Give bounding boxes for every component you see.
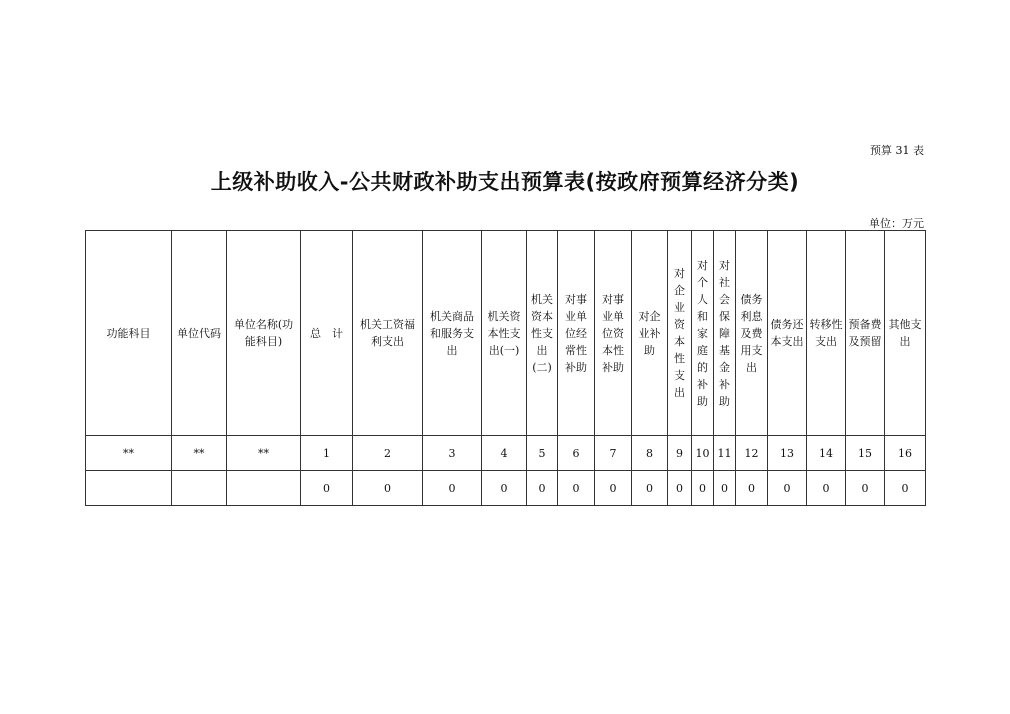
- header-cell: 对 社 会 保 障 基 金 补 助: [714, 231, 736, 436]
- header-cell: 债务还 本支出: [768, 231, 807, 436]
- budget-table: [85, 230, 926, 506]
- index-cell: 11: [714, 436, 736, 471]
- value-row: [86, 471, 926, 506]
- value-cell: 0: [714, 471, 736, 506]
- value-cell: 0: [482, 471, 527, 506]
- header-cell: 总 计: [301, 231, 353, 436]
- index-cell: 16: [885, 436, 926, 471]
- index-cell: 15: [846, 436, 885, 471]
- header-cell: 对 个 人 和 家 庭 的 补 助: [692, 231, 714, 436]
- header-cell: 对企 业补 助: [632, 231, 668, 436]
- index-cell: 6: [558, 436, 595, 471]
- index-cell: 7: [595, 436, 632, 471]
- index-cell: 9: [668, 436, 692, 471]
- index-cell: 5: [527, 436, 558, 471]
- header-row: [86, 231, 926, 436]
- value-cell: 0: [632, 471, 668, 506]
- value-cell: [172, 471, 227, 506]
- index-cell: 2: [353, 436, 423, 471]
- value-cell: 0: [768, 471, 807, 506]
- value-cell: 0: [301, 471, 353, 506]
- value-cell: 0: [423, 471, 482, 506]
- value-cell: 0: [558, 471, 595, 506]
- value-cell: [227, 471, 301, 506]
- index-cell: 13: [768, 436, 807, 471]
- value-cell: 0: [668, 471, 692, 506]
- index-cell: 8: [632, 436, 668, 471]
- index-cell: **: [172, 436, 227, 471]
- value-cell: 0: [527, 471, 558, 506]
- index-cell: 4: [482, 436, 527, 471]
- index-cell: **: [86, 436, 172, 471]
- index-cell: 1: [301, 436, 353, 471]
- value-cell: [86, 471, 172, 506]
- header-cell: 单位代码: [172, 231, 227, 436]
- page-title: 上级补助收入-公共财政补助支出预算表(按政府预算经济分类): [210, 170, 800, 194]
- index-cell: 14: [807, 436, 846, 471]
- header-cell: 对事 业单 位资 本性 补助: [595, 231, 632, 436]
- header-cell: 单位名称(功 能科目): [227, 231, 301, 436]
- unit-label: 单位：万元: [869, 217, 924, 230]
- index-cell: 10: [692, 436, 714, 471]
- header-cell: 对事 业单 位经 常性 补助: [558, 231, 595, 436]
- header-cell: 机关商品 和服务支 出: [423, 231, 482, 436]
- header-cell: 预备费 及预留: [846, 231, 885, 436]
- header-cell: 其他支 出: [885, 231, 926, 436]
- header-cell: 机关资 本性支 出(一): [482, 231, 527, 436]
- value-cell: 0: [736, 471, 768, 506]
- value-cell: 0: [692, 471, 714, 506]
- header-cell: 转移性 支出: [807, 231, 846, 436]
- header-cell: 机关 资本 性支 出 (二): [527, 231, 558, 436]
- form-number: 预算 31 表: [870, 144, 924, 157]
- header-cell: 对 企 业 资 本 性 支 出: [668, 231, 692, 436]
- value-cell: 0: [353, 471, 423, 506]
- index-cell: 12: [736, 436, 768, 471]
- value-cell: 0: [846, 471, 885, 506]
- value-cell: 0: [807, 471, 846, 506]
- index-row: [86, 436, 926, 471]
- index-cell: 3: [423, 436, 482, 471]
- value-cell: 0: [885, 471, 926, 506]
- index-cell: **: [227, 436, 301, 471]
- value-cell: 0: [595, 471, 632, 506]
- header-cell: 功能科目: [86, 231, 172, 436]
- header-cell: 债务 利息 及费 用支 出: [736, 231, 768, 436]
- header-cell: 机关工资福 利支出: [353, 231, 423, 436]
